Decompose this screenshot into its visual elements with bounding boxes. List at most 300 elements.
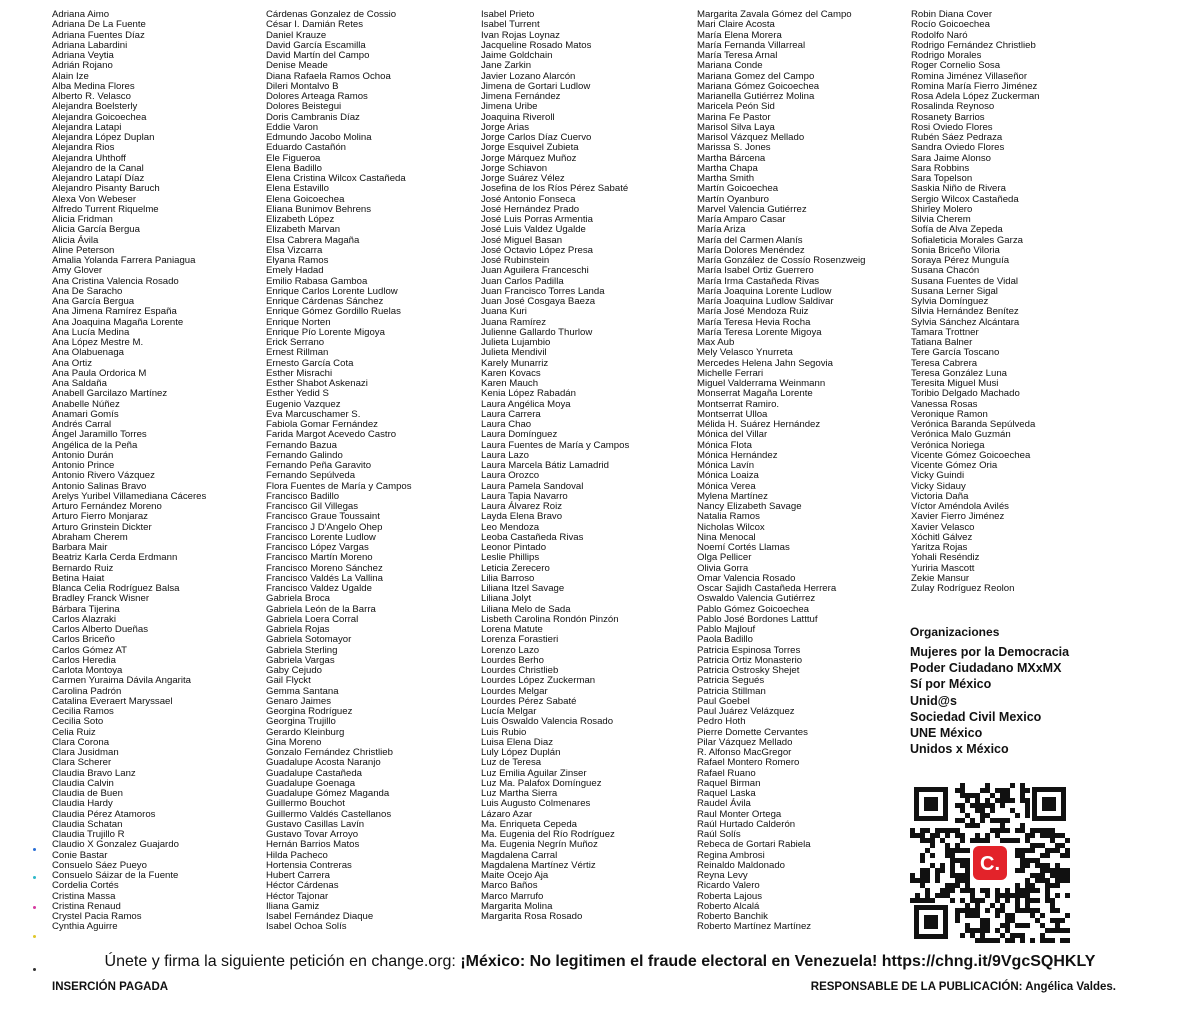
organizations-heading: Organizaciones [910, 625, 1000, 639]
signatory-name: Sara Robbins [911, 162, 970, 174]
signatory-name: Luz Ma. Palafox Domínguez [481, 777, 602, 789]
signatory-name: Raúl Solís [697, 829, 741, 840]
signatory-name: Karen Mauch [481, 378, 539, 389]
signatory-name: Laura Carrera [481, 408, 541, 420]
signatory-name: María Elena Morera [697, 29, 782, 41]
names-column-1 [52, 10, 262, 933]
signatory-name: José Miguel Basan [481, 234, 563, 246]
signatory-name: Fernando Galindo [266, 449, 343, 461]
signatory-name: Paul Goebel [697, 695, 750, 707]
signatory-name: María Joaquina Ludlow Saldivar [697, 296, 834, 307]
signatory-name: Enrique Carlos Lorente Ludlow [266, 285, 398, 297]
signatory-name: Veronique Ramon [911, 408, 988, 420]
signatory-name: Gustavo Casillas Lavín [266, 818, 365, 830]
signatory-name: Alejandra Uhthoff [52, 152, 126, 164]
signatory-name: Dolores Arteaga Ramos [266, 91, 368, 102]
signatory-name: Ernesto García Cota [266, 357, 354, 369]
signatory-name: Julieta Lujambio [481, 337, 551, 348]
signatory-name: Carmen Yuraima Dávila Angarita [52, 675, 192, 687]
signatory-name: Gabriela León de la Barra [266, 603, 376, 615]
signatory-name: Carlota Montoya [52, 665, 123, 676]
signatory-name: Adriana Fuentes Díaz [52, 29, 145, 41]
signatory-name: Carlos Alberto Dueñas [52, 624, 148, 635]
signatory-name: Claudia de Buen [52, 788, 123, 799]
signatory-name: Nancy Elizabeth Savage [697, 501, 802, 512]
signatory-name: Fernando Sepúlveda [266, 470, 356, 482]
signatory-name: Juana Kuri [481, 306, 527, 318]
signatory-name: Juan Carlos Padilla [481, 275, 564, 287]
signatory-name: Rafael Montero Romero [697, 757, 800, 769]
signatory-name: Robin Diana Cover [911, 10, 993, 20]
signatory-name: Martha Chapa [697, 162, 758, 174]
signatory-name: Leo Mendoza [481, 521, 540, 533]
signatory-name: Barbara Mair [52, 542, 108, 553]
signatory-name: Pablo Majlouf [697, 624, 756, 635]
names-column-2 [266, 10, 476, 933]
signatory-name: Bárbara Tijerina [52, 603, 120, 615]
signatory-name: Marina Fe Pastor [697, 111, 771, 123]
signatory-name: Clara Corona [52, 736, 110, 748]
signatory-name: Francisco J D'Angelo Ohep [266, 521, 383, 533]
signatory-name: Ma. Eugenia del Río Rodríguez [481, 829, 615, 840]
names-column-5 [911, 10, 1151, 594]
signatory-name: Reinaldo Maldonado [697, 859, 786, 871]
signatory-name: Leslie Phillips [481, 552, 540, 564]
signatory-name: Adriana Veytia [52, 50, 114, 61]
signatory-name: Verónica Malo Guzmán [911, 429, 1011, 441]
signatory-name: Farida Margot Acevedo Castro [266, 429, 397, 441]
signatory-name: Sara Topelson [911, 173, 973, 184]
signatory-name: Francisco Graue Toussaint [266, 511, 380, 523]
signatory-name: Laura Marcela Bátiz Lamadrid [481, 460, 609, 471]
signatory-name: Rodrigo Morales [911, 50, 982, 61]
signatory-name: Lourdes Christlieb [481, 665, 559, 676]
margin-dot [33, 968, 36, 971]
signatory-name: Antonio Salinas Bravo [52, 480, 147, 492]
signatory-name: Marco Baños [481, 880, 538, 892]
signatory-name: Ana Paula Ordorica M [52, 367, 147, 379]
organization-item: Mujeres por la Democracia [910, 645, 1070, 659]
signatory-name: Flora Fuentes de María y Campos [266, 480, 412, 492]
signatory-name: Adriana De La Fuente [52, 19, 146, 31]
signatory-name: Magdalena Carral [481, 849, 558, 861]
signatory-name: Juan Francisco Torres Landa [481, 285, 605, 297]
names-column-4 [697, 10, 907, 933]
signatory-name: Catalina Everaert Maryssael [52, 695, 173, 707]
signatory-name: Jorge Suárez Vélez [481, 173, 565, 184]
signatory-name: Mari Claire Acosta [697, 19, 775, 31]
signatory-name: Olga Pellicer [697, 552, 752, 564]
signatory-name: Lilia Barroso [481, 572, 535, 584]
signatory-name: Magdalena Martínez Vértiz [481, 859, 596, 871]
signatory-name: Laura Fuentes de María y Campos [481, 439, 630, 451]
signatory-name: Layda Elena Bravo [481, 511, 563, 523]
signatory-name: Miguel Valderrama Weinmann [697, 378, 826, 389]
signatory-name: Héctor Cárdenas [266, 880, 339, 892]
signatory-name: Enrique Norten [266, 316, 331, 328]
signatory-name: Víctor Améndola Avilés [911, 501, 1009, 512]
signatory-name: Raul Monter Ortega [697, 808, 782, 820]
petition-line [0, 952, 1200, 972]
signatory-name: Montserrat Ulloa [697, 408, 768, 420]
signatory-name: Elena Cristina Wilcox Castañeda [266, 173, 406, 184]
signatory-name: Cordelia Cortés [52, 880, 119, 892]
signatory-name: Daniel Krauze [266, 29, 327, 41]
signatory-name: Karen Kovacs [481, 367, 541, 379]
signatory-name: Julienne Gallardo Thurlow [481, 326, 593, 338]
signatory-name: Elyana Ramos [266, 255, 329, 266]
signatory-name: Jorge Esquivel Zubieta [481, 142, 579, 154]
signatory-name: Raudel Ávila [697, 798, 751, 810]
signatory-name: Alejandra Latapi [52, 121, 122, 133]
signatory-name: Montserrat Ramiro. [697, 398, 780, 410]
organizations-list [910, 644, 1170, 757]
signatory-name: Gina Moreno [266, 736, 322, 748]
signatory-name: Eugenio Vazquez [266, 398, 341, 410]
signatory-name: Alicia Fridman [52, 214, 113, 225]
publication-responsible: RESPONSABLE DE LA PUBLICACIÓN: Angélica Valdes. [810, 981, 1116, 993]
signatory-name: María del Carmen Alanís [697, 234, 803, 246]
signatory-name: Luis Augusto Colmenares [481, 798, 591, 810]
signatory-name: Paul Juárez Velázquez [697, 706, 795, 717]
signatory-name: Blanca Celia Rodríguez Balsa [52, 583, 180, 594]
signatory-name: Ana Ortiz [52, 357, 92, 369]
signatory-name: Isabel Fernández Diaque [266, 911, 374, 922]
signatory-name: Alejandra Goicoechea [52, 111, 147, 123]
signatory-name: Adriana Aimo [52, 10, 110, 20]
signatory-name: María González de Cossío Rosenzweig [697, 255, 866, 266]
qr-code[interactable] [910, 783, 1070, 943]
signatory-name: Tere García Toscano [911, 347, 1000, 359]
signatory-name: Alba Medina Flores [52, 80, 135, 92]
signatory-name: Francisco Valdés La Vallina [266, 572, 383, 584]
signatory-name: Isabel Ochoa Solís [266, 921, 347, 933]
signatory-name: Teresa González Luna [911, 367, 1007, 379]
signatory-name: Pablo José Bordones Latttuf [697, 613, 818, 625]
signatory-name: Nina Menocal [697, 531, 756, 543]
signatory-name: Marisol Vázquez Mellado [697, 132, 805, 143]
signatory-name: María Irma Castañeda Rivas [697, 275, 820, 287]
signatory-name: Carolina Padrón [52, 685, 122, 697]
signatory-name: Laura Angélica Moya [481, 398, 571, 410]
signatory-name: María Isabel Ortiz Guerrero [697, 265, 814, 277]
signatory-name: Guadalupe Acosta Naranjo [266, 757, 381, 769]
signatory-name: Marvel Valencia Gutiérrez [697, 203, 807, 215]
signatory-name: Alejandro de la Canal [52, 162, 144, 174]
signatory-name: Francisco Valdez Ugalde [266, 583, 372, 594]
signatory-name: Alejandra Rios [52, 142, 115, 154]
signatory-name: Carlos Gómez AT [52, 644, 127, 656]
signatory-name: Alejandra López Duplan [52, 132, 155, 143]
signatory-name: Enrique Gómez Gordillo Ruelas [266, 306, 401, 318]
signatory-name: Oswaldo Valencia Gutiérrez [697, 593, 816, 605]
signatory-name: Hernán Barrios Matos [266, 839, 360, 851]
signatory-name: Leoba Castañeda Rivas [481, 531, 584, 543]
signatory-name: Laura Domínguez [481, 429, 558, 441]
signatory-name: Genaro Jaimes [266, 695, 332, 707]
signatory-name: Francisco Badillo [266, 490, 340, 502]
signatory-name: Jorge Schiavon [481, 162, 548, 174]
signatory-name: María Amparo Casar [697, 214, 786, 225]
signatory-name: Reyna Levy [697, 870, 748, 881]
signatory-name: Lorenza Forastieri [481, 634, 559, 646]
signatory-name: Arturo Fierro Monjaraz [52, 511, 148, 523]
signatory-name: Pablo Gómez Goicoechea [697, 603, 809, 615]
signatory-name: Alain Ize [52, 70, 89, 82]
signatory-name: María Teresa Arnal [697, 50, 778, 61]
signatory-name: Natalia Ramos [697, 511, 760, 523]
signatory-name: Esther Misrachi [266, 367, 333, 379]
signatory-name: Martha Bárcena [697, 152, 766, 164]
signatory-name: Francisco Gil Villegas [266, 501, 359, 512]
signatory-name: Carlos Briceño [52, 634, 115, 646]
signatory-name: Noemí Cortés Llamas [697, 542, 790, 553]
signatory-name: Beatriz Karla Cerda Erdmann [52, 552, 178, 564]
signatory-name: Mónica Flota [697, 439, 752, 451]
signatory-name: Consuelo Sáez Pueyo [52, 859, 147, 871]
signatory-name: Adriana Labardini [52, 39, 128, 51]
signatory-name: Hilda Pacheco [266, 849, 328, 861]
signatory-name: Francisco Moreno Sánchez [266, 562, 383, 574]
signatory-name: Saskia Niño de Rivera [911, 183, 1006, 195]
signatory-name: Mónica Loaiza [697, 470, 759, 482]
signatory-name: María Teresa Hevia Rocha [697, 316, 811, 328]
signatory-name: Bradley Franck Wisner [52, 593, 150, 605]
signatory-name: Antonio Prince [52, 460, 115, 471]
signatory-name: Jacqueline Rosado Matos [481, 39, 592, 51]
signatory-name: Xavier Velasco [911, 521, 975, 533]
signatory-name: Fabiola Gomar Fernández [266, 419, 378, 430]
signatory-name: Patricia Segués [697, 675, 765, 687]
signatory-name: Arturo Grinstein Dickter [52, 521, 152, 533]
signatory-name: Marissa S. Jones [697, 142, 771, 154]
signatory-name: José Luis Porras Armentia [481, 214, 593, 225]
signatory-name: Vicky Sidauy [911, 480, 966, 492]
signatory-name: Jane Zarkin [481, 60, 532, 72]
signatory-name: Liliana Melo de Sada [481, 603, 571, 615]
signatory-name: Betina Haiat [52, 572, 105, 584]
signatory-name: Guillermo Bouchot [266, 798, 345, 810]
signatory-name: Rebeca de Gortari Rabiela [697, 839, 811, 851]
signatory-name: Laura Chao [481, 419, 532, 430]
signatory-name: Teresa Cabrera [911, 357, 978, 369]
signatory-name: Guadalupe Castañeda [266, 767, 363, 779]
signatory-name: Teresita Miguel Musi [911, 378, 999, 389]
signatory-name: Soraya Pérez Munguía [911, 255, 1010, 266]
signatory-name: Sandra Oviedo Flores [911, 142, 1005, 154]
signatory-name: Eva Marcuschamer S. [266, 408, 361, 420]
signatory-name: Dolores Beistegui [266, 101, 342, 113]
signatory-name: Denise Meade [266, 60, 328, 72]
signatory-name: Rafael Ruano [697, 767, 756, 779]
signatory-name: Diana Rafaela Ramos Ochoa [266, 70, 391, 82]
signatory-name: Lisbeth Carolina Rondón Pinzón [481, 613, 619, 625]
signatory-name: Maite Ocejo Aja [481, 870, 549, 881]
signatory-name: Claudia Pérez Atamoros [52, 808, 156, 820]
signatory-name: Bernardo Ruiz [52, 562, 114, 574]
signatory-name: Ana García Bergua [52, 296, 135, 307]
signatory-name: Luisa Elena Diaz [481, 736, 553, 748]
qr-finder-top-right [1032, 787, 1066, 821]
signatory-name: Alejandro Latapí Díaz [52, 173, 145, 184]
signatory-name: Elsa Cabrera Magaña [266, 234, 360, 246]
signatory-name: Rocío Goicoechea [911, 19, 990, 31]
signatory-name: Zulay Rodríguez Reolon [911, 583, 1015, 594]
signatory-name: Ana De Saracho [52, 285, 123, 297]
signatory-name: Ma. Eugenia Negrín Muñoz [481, 839, 598, 851]
signatory-name: Luz Emilia Aguilar Zinser [481, 767, 587, 779]
signatory-name: Ana Cristina Valencia Rosado [52, 275, 179, 287]
signatory-name: Mylena Martínez [697, 490, 768, 502]
signatory-name: Roberta Lajous [697, 890, 763, 902]
signatory-name: Laura Tapia Navarro [481, 490, 568, 502]
signatory-name: Gemma Santana [266, 685, 339, 697]
signatory-name: Eddie Varon [266, 121, 319, 133]
signatory-name: Luis Rubio [481, 726, 527, 738]
signatory-name: María Fernanda Villarreal [697, 39, 806, 51]
signatory-name: Omar Valencia Rosado [697, 572, 796, 584]
signatory-name: Nicholas Wilcox [697, 521, 765, 533]
signatory-name: Martín Goicoechea [697, 183, 779, 195]
signatory-name: Jimena Uribe [481, 101, 538, 113]
petition-intro: Únete y firma la siguiente petición en change.org: [104, 953, 461, 970]
signatory-name: Laura Pamela Sandoval [481, 480, 584, 492]
signatory-name: Leticia Zerecero [481, 562, 550, 574]
signatory-name: Doris Cambranis Díaz [266, 111, 360, 123]
signatory-name: Luly López Duplán [481, 747, 561, 758]
signatory-name: José Octavio López Presa [481, 244, 593, 256]
signatory-name: Amalia Yolanda Farrera Paniagua [52, 255, 196, 266]
signatory-name: Laura Lazo [481, 449, 530, 461]
signatory-name: Anabell Garcilazo Martínez [52, 388, 168, 400]
signatory-name: Arelys Yuribel Villamediana Cáceres [52, 490, 207, 502]
signatory-name: Laura Orozco [481, 470, 540, 482]
signatory-name: Luis Oswaldo Valencia Rosado [481, 716, 614, 728]
signatory-name: Gerardo Kleinburg [266, 726, 345, 738]
signatory-name: José Luis Valdez Ugalde [481, 224, 586, 236]
signatory-name: Gabriela Vargas [266, 654, 335, 666]
signatory-name: Alejandro Pisanty Baruch [52, 183, 160, 195]
signatory-name: Patricia Ortiz Monasterio [697, 654, 803, 666]
signatory-name: Enrique Pío Lorente Migoya [266, 326, 385, 338]
signatory-name: David García Escamilla [266, 39, 366, 51]
signatory-name: Gustavo Tovar Arroyo [266, 829, 359, 840]
signatory-name: Celia Ruiz [52, 726, 96, 738]
signatory-name: Ricardo Valero [697, 880, 760, 892]
signatory-name: Liliana Jolyt [481, 593, 532, 605]
signatory-name: Ana Olabuenaga [52, 347, 125, 359]
signatory-name: Georgina Rodríguez [266, 706, 353, 717]
signatory-name: Lourdes Berho [481, 654, 544, 666]
signatory-name: Jimena Fernández [481, 91, 561, 102]
signatory-name: Mariana Conde [697, 60, 763, 72]
signatory-name: Sylvia Sánchez Alcántara [911, 316, 1020, 328]
signatory-name: Ángel Jaramillo Torres [52, 429, 147, 441]
petition-title: ¡México: No legitimen el fraude electoral en Venezuela! [460, 953, 878, 970]
organization-item: UNE México [910, 726, 983, 741]
signatory-name: José Hernández Prado [481, 203, 580, 215]
signatory-name: Angélica de la Peña [52, 439, 138, 451]
signatory-name: Paola Badillo [697, 634, 754, 646]
signatory-name: Lorena Matute [481, 624, 543, 635]
signatory-name: Elena Goicoechea [266, 193, 345, 205]
signatory-name: Anabelle Núñez [52, 398, 120, 410]
signatory-name: Cecilia Soto [52, 716, 104, 728]
signatory-name: Claudio X Gonzalez Guajardo [52, 839, 179, 851]
signatory-name: Verónica Noriega [911, 439, 985, 451]
signatory-name: Patricia Espinosa Torres [697, 644, 801, 656]
signatory-name: Andrés Carral [52, 419, 112, 430]
signatory-name: Elena Estavillo [266, 183, 329, 195]
signatory-name: Yohali Reséndiz [911, 552, 980, 564]
signatory-name: José Rubinstein [481, 255, 550, 266]
signatory-name: Sergio Wilcox Castañeda [911, 193, 1019, 205]
signatory-name: Lourdes Pérez Sabaté [481, 695, 577, 707]
signatory-name: Erick Serrano [266, 337, 325, 348]
signatory-name: José Antonio Fonseca [481, 193, 576, 205]
signatory-name: Rosalinda Reynoso [911, 101, 995, 113]
signatory-name: Lourdes Melgar [481, 685, 548, 697]
signatory-name: Xóchitl Gálvez [911, 531, 973, 543]
signatory-name: Isabel Prieto [481, 10, 535, 20]
signatory-name: Antonio Durán [52, 449, 114, 461]
organization-item: Poder Ciudadano MXxMX [910, 661, 1062, 676]
signatory-name: Olivia Gorra [697, 562, 749, 574]
signatory-name: Fernando Bazua [266, 439, 337, 451]
signatory-name: Kenia López Rabadán [481, 388, 576, 400]
signatory-name: Guadalupe Gómez Maganda [266, 788, 390, 799]
signatory-name: Mariana Gomez del Campo [697, 70, 815, 82]
signatory-name: Patricia Stillman [697, 685, 766, 697]
signatory-name: Tatiana Balner [911, 337, 973, 348]
margin-dot [33, 848, 36, 851]
signatory-name: Gaby Cejudo [266, 665, 322, 676]
signatory-name: María Dolores Menéndez [697, 244, 805, 256]
signatory-name: Ana Joaquina Magaña Lorente [52, 316, 184, 328]
signatory-name: Yuriria Mascott [911, 562, 975, 574]
signatory-name: Mónica Hernández [697, 449, 778, 461]
signatory-name: Cristina Renaud [52, 900, 121, 912]
signatory-name: Silvia Cherem [911, 214, 971, 225]
signatory-name: Martín Oyanburo [697, 193, 769, 205]
signatory-name: Alejandra Boelsterly [52, 101, 138, 113]
organizations-block [910, 624, 1170, 757]
signatory-name: Clara Scherer [52, 757, 112, 769]
signatory-name: Rosa Adela López Zuckerman [911, 91, 1040, 102]
signatory-name: Cecilia Ramos [52, 706, 114, 717]
signatory-name: Ana Lucía Medina [52, 326, 130, 338]
signatory-name: Esther Yedid S [266, 388, 329, 400]
signatory-name: Esther Shabot Askenazi [266, 378, 368, 389]
change-org-logo-letter: C. [980, 853, 1000, 875]
organization-item: Sociedad Civil Mexico [910, 709, 1042, 724]
signatory-name: Fernando Peña Garavito [266, 460, 372, 471]
signatory-name: Laura Álvarez Roiz [481, 501, 563, 512]
signatory-name: Leonor Pintado [481, 542, 547, 553]
signatory-name: Silvia Hernández Benítez [911, 306, 1019, 318]
signatory-name: Elizabeth López [266, 214, 335, 225]
signatory-name: Guillermo Valdés Castellanos [266, 808, 392, 820]
signatory-name: María Ariza [697, 224, 746, 236]
signatory-name: Sofía de Alva Zepeda [911, 224, 1003, 236]
petition-link[interactable]: https://chng.it/9VgcSQHKLY [881, 953, 1096, 970]
signatory-name: Luz de Teresa [481, 757, 542, 769]
signatory-name: Consuelo Sáizar de la Fuente [52, 870, 179, 881]
signatory-name: Lorenzo Lazo [481, 644, 540, 656]
signatory-name: María Joaquina Lorente Ludlow [697, 285, 832, 297]
signatory-name: Alicia Ávila [52, 234, 99, 246]
signatory-name: Mercedes Helena Jahn Segovia [697, 357, 833, 369]
